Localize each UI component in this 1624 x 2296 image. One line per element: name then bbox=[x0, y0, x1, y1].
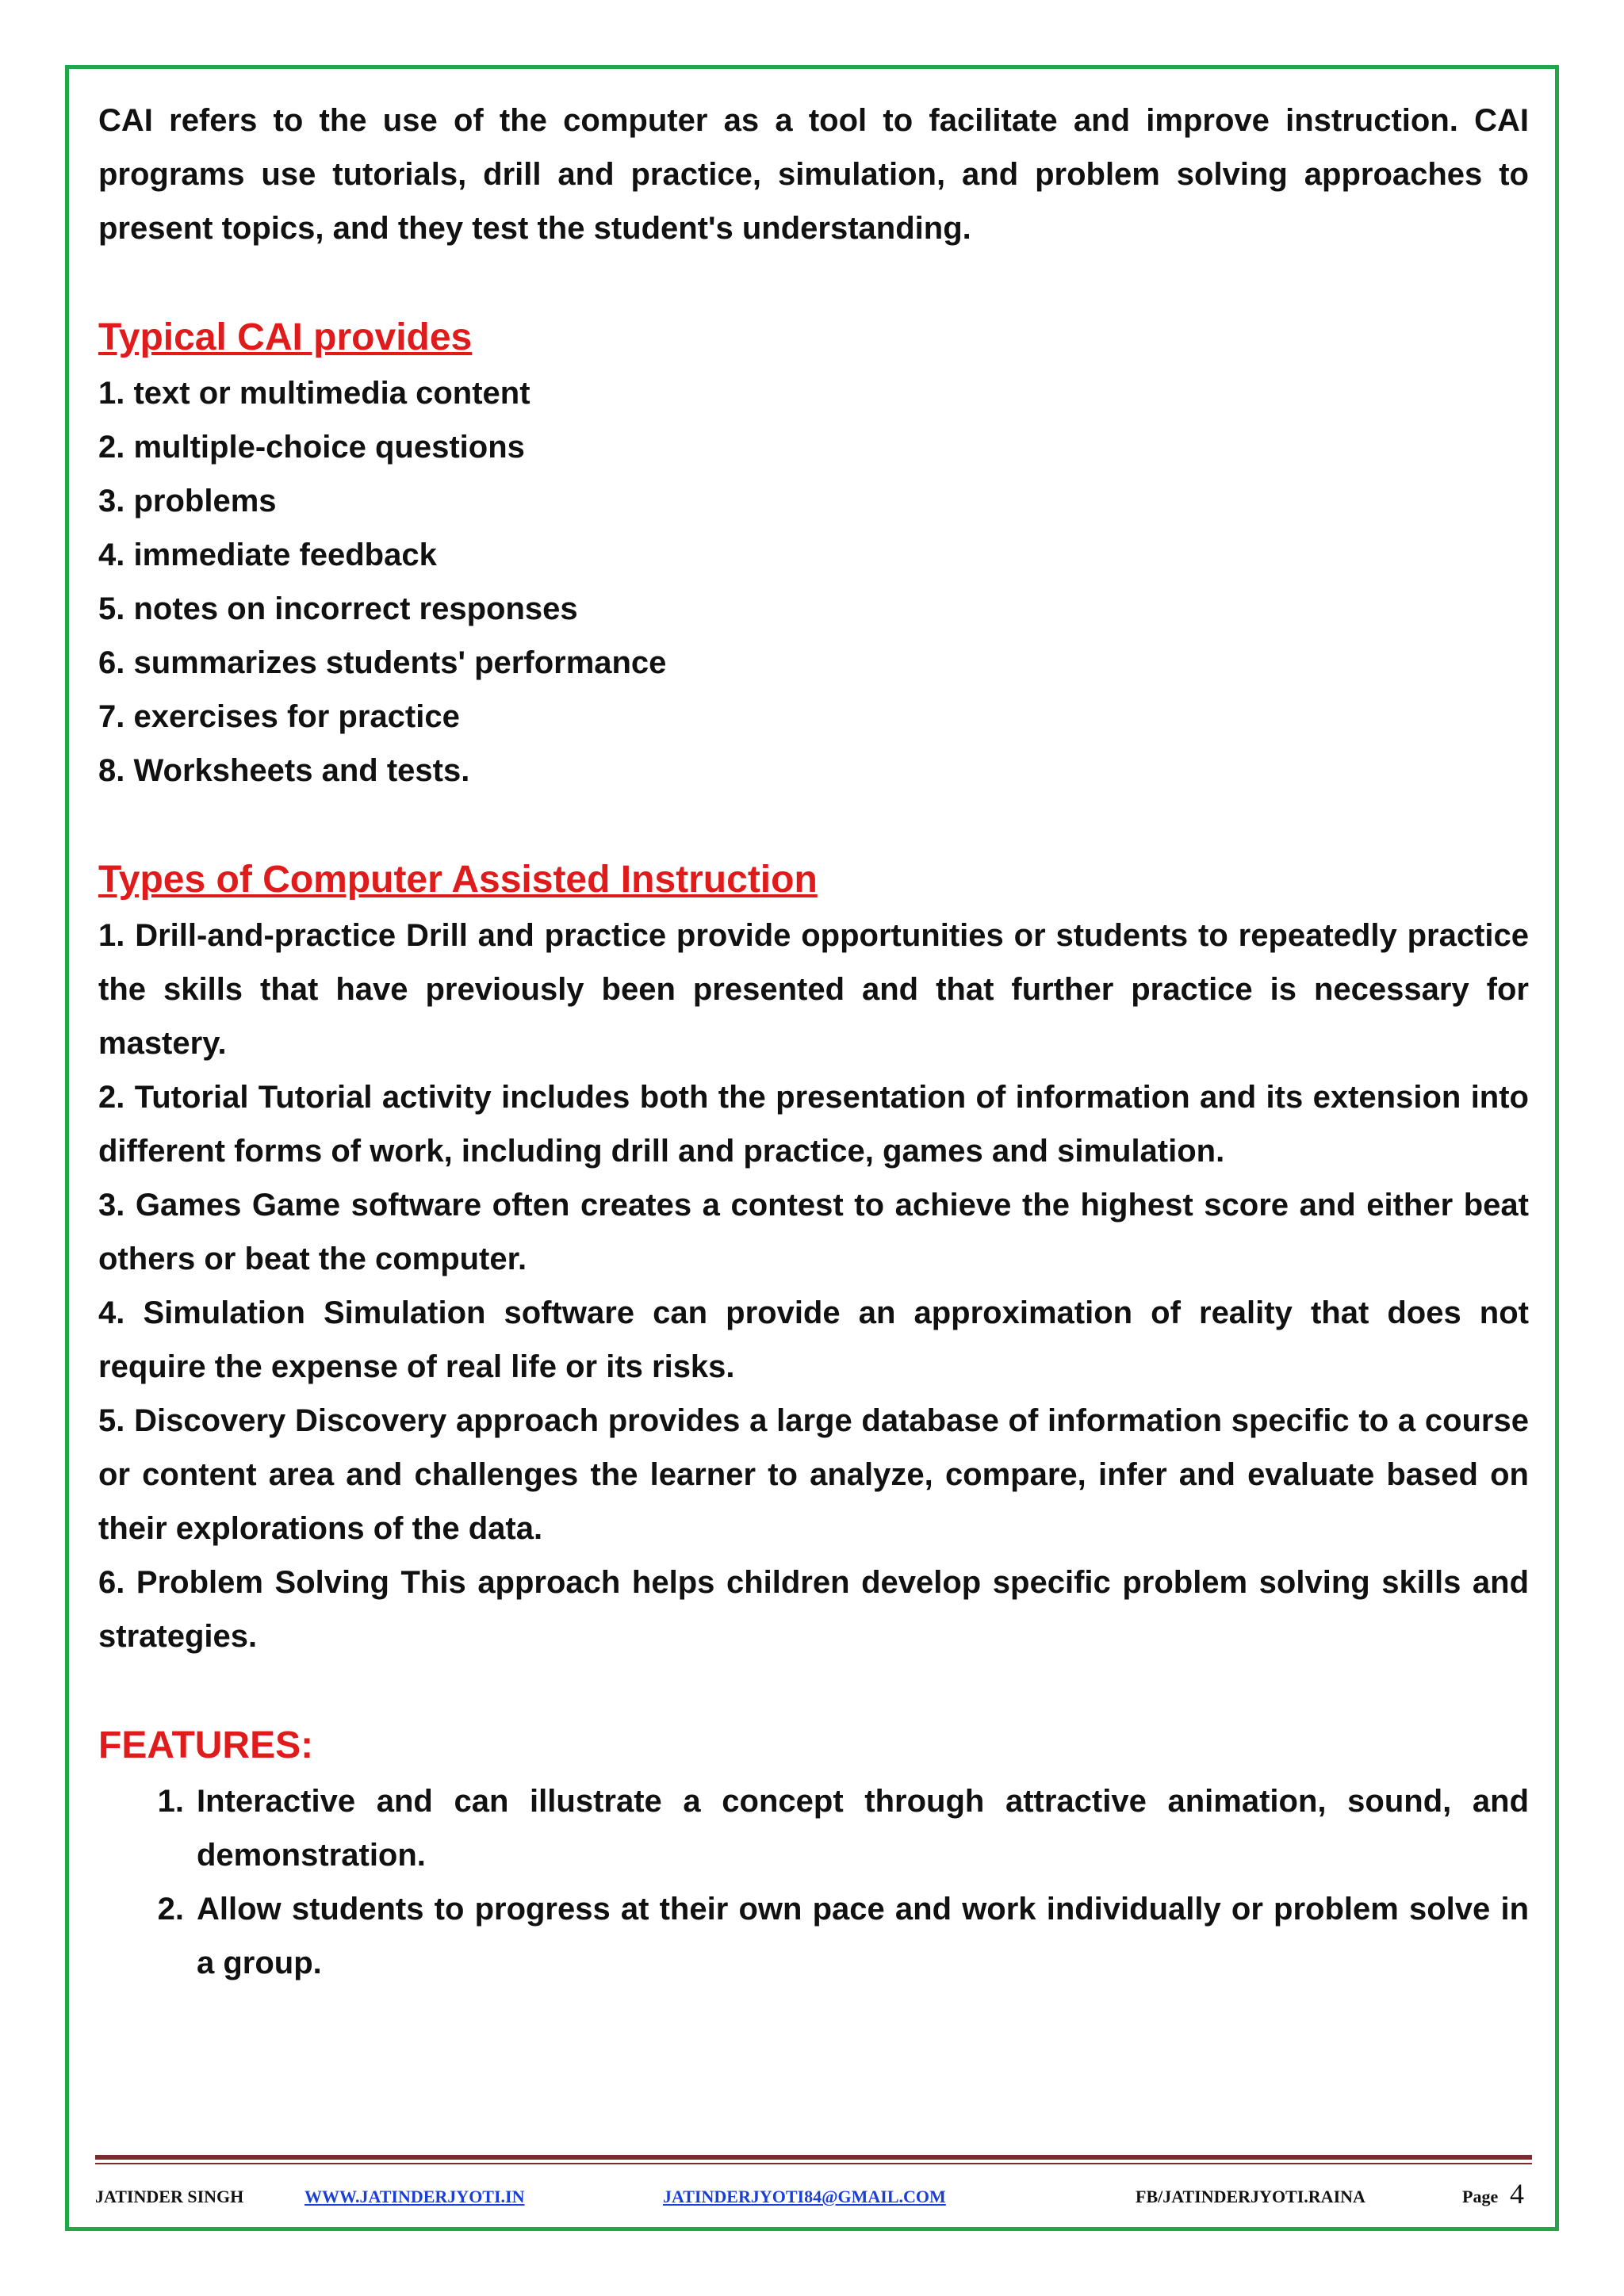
list-item: 3. problems bbox=[98, 484, 277, 519]
footer-page-label: Page bbox=[1462, 2187, 1499, 2206]
list-item: 2. multiple-choice questions bbox=[98, 430, 525, 465]
list-item: 1. text or multimedia content bbox=[98, 376, 530, 411]
list-item: 6. Problem Solving This approach helps children develop specific problem solving skills and strategies. bbox=[98, 1565, 1529, 1654]
typical-cai-list bbox=[98, 366, 1529, 798]
footer-divider-thin bbox=[95, 2163, 1532, 2164]
features-list bbox=[98, 1774, 1529, 1990]
feature-number: 1. bbox=[157, 1784, 184, 1819]
list-item: 7. exercises for practice bbox=[98, 699, 460, 734]
footer-email-link[interactable]: JATINDERJYOTI84@GMAIL.COM bbox=[663, 2187, 946, 2206]
footer-website-link[interactable]: WWW.JATINDERJYOTI.IN bbox=[304, 2187, 525, 2206]
spacer bbox=[98, 1663, 1529, 1717]
types-of-cai-list bbox=[98, 909, 1529, 1663]
typical-cai-heading: Typical CAI provides bbox=[98, 316, 473, 358]
list-item: 4. immediate feedback bbox=[98, 538, 437, 572]
list-item: 6. summarizes students' performance bbox=[98, 645, 667, 680]
footer-page-number: 4 bbox=[1510, 2178, 1524, 2210]
list-item: 4. Simulation Simulation software can provide an approximation of reality that does not require the expense of real life or its risks. bbox=[98, 1295, 1529, 1384]
feature-text: Interactive and can illustrate a concept through attractive animation, sound, and demonstration. bbox=[197, 1784, 1529, 1873]
list-item: 3. Games Game software often creates a contest to achieve the highest score and either beat others or beat the computer. bbox=[98, 1188, 1529, 1276]
list-item: 1. Drill-and-practice Drill and practice provide opportunities or students to repeatedly practice the skills that have previously been presented and that further practice is necessary for mastery. bbox=[98, 918, 1529, 1061]
page-content bbox=[98, 94, 1529, 1990]
list-item: 8. Worksheets and tests. bbox=[98, 753, 470, 788]
spacer bbox=[98, 255, 1529, 309]
feature-text: Allow students to progress at their own pace and work individually or problem solve in a group. bbox=[197, 1892, 1529, 1980]
list-item: 5. Discovery Discovery approach provides a large database of information specific to a course or content area and challenges the learner to analyze, compare, infer and evaluate based on their explorations of the data. bbox=[98, 1403, 1529, 1546]
features-heading: FEATURES: bbox=[98, 1724, 314, 1766]
types-of-cai-heading: Types of Computer Assisted Instruction bbox=[98, 859, 818, 901]
footer-author: JATINDER SINGH bbox=[95, 2187, 244, 2206]
page-footer bbox=[95, 2175, 1532, 2215]
feature-number: 2. bbox=[157, 1892, 184, 1927]
intro-paragraph: CAI refers to the use of the computer as a tool to facilitate and improve instruction. CAI programs use tutorials, drill and practice, simulation, and problem solving approaches to present topics, and they test the student's understanding. bbox=[98, 103, 1529, 246]
list-item bbox=[98, 1882, 1529, 1990]
list-item: 2. Tutorial Tutorial activity includes both the presentation of information and its extension into different forms of work, including drill and practice, games and simulation. bbox=[98, 1080, 1529, 1169]
spacer bbox=[98, 798, 1529, 851]
footer-divider bbox=[95, 2155, 1532, 2160]
list-item: 5. notes on incorrect responses bbox=[98, 591, 578, 626]
footer-facebook: FB/JATINDERJYOTI.RAINA bbox=[1136, 2187, 1365, 2206]
list-item bbox=[98, 1774, 1529, 1882]
